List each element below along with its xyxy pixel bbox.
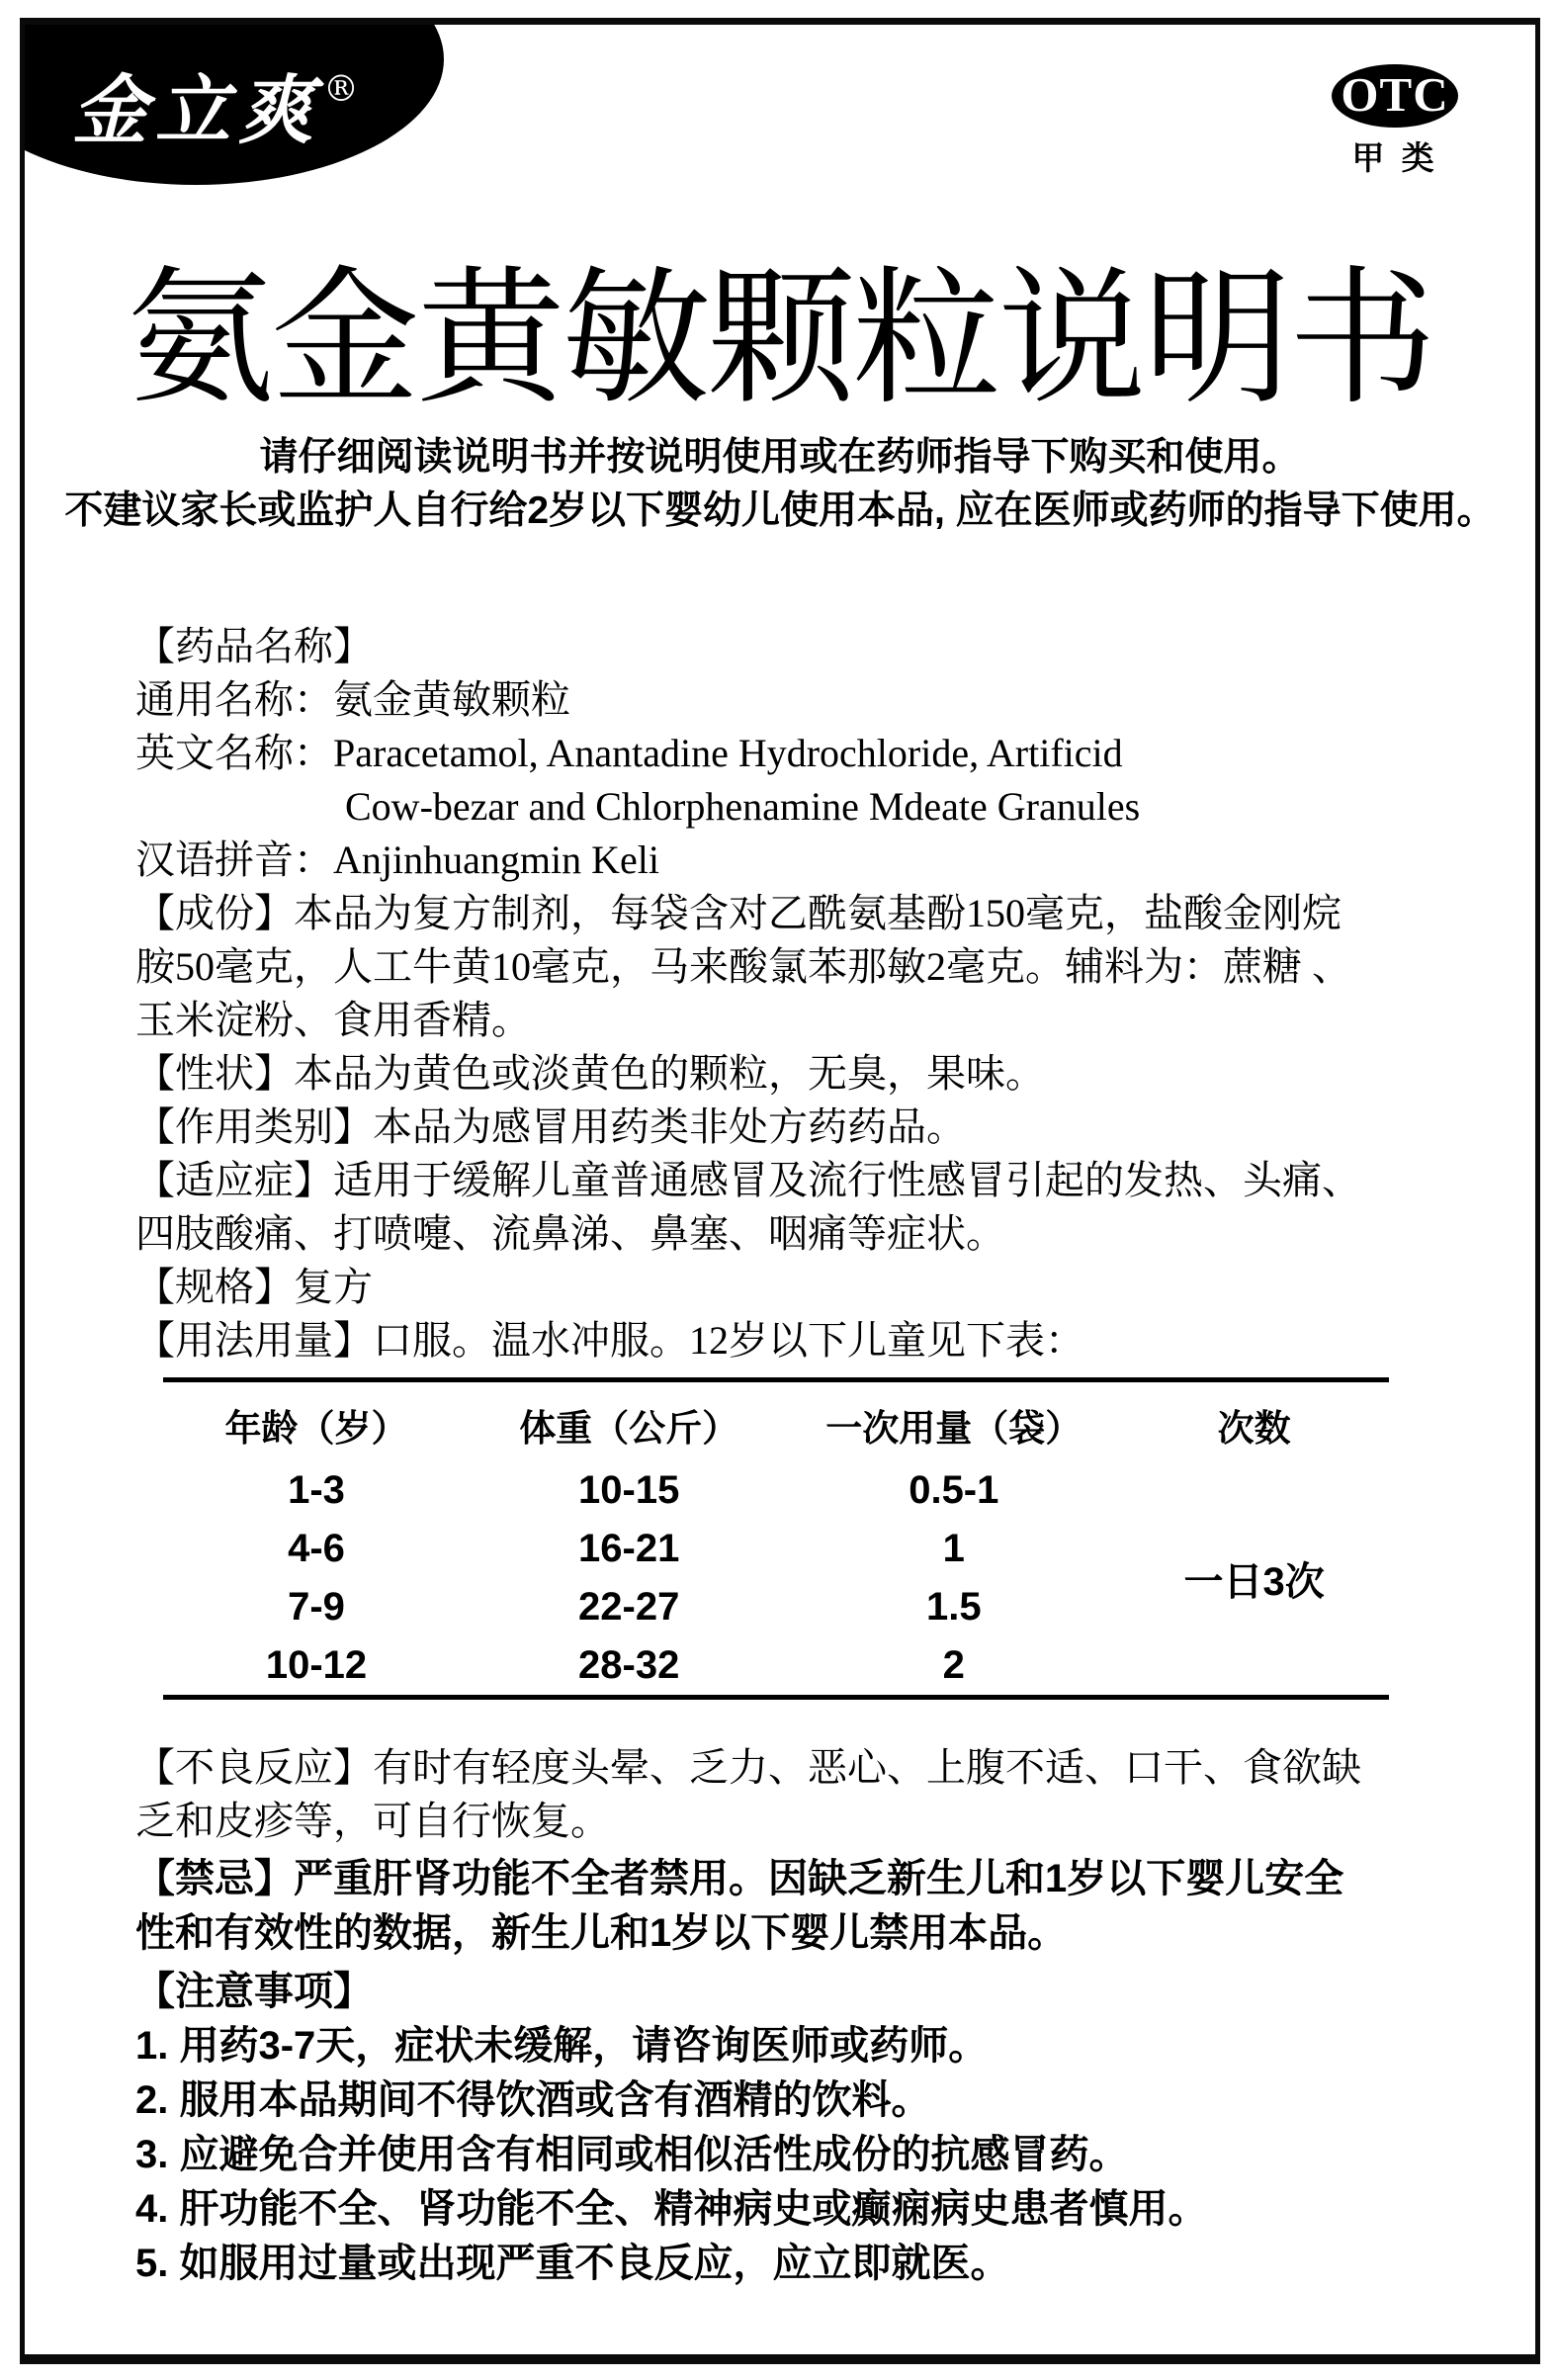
adverse-reactions-line-1: 【不良反应】有时有轻度头晕、乏力、恶心、上腹不适、口干、食欲缺 xyxy=(135,1745,1361,1790)
drug-name-heading: 【药品名称】 xyxy=(135,624,373,668)
action-category-line: 【作用类别】本品为感冒用药类非处方药药品。 xyxy=(135,1104,966,1149)
description-line: 【性状】本品为黄色或淡黄色的颗粒，无臭，果味。 xyxy=(135,1051,1045,1096)
precautions-heading: 【注意事项】 xyxy=(135,1970,373,2013)
cell-dose: 0.5-1 xyxy=(909,1468,999,1512)
registered-trademark-icon: ® xyxy=(323,69,359,110)
adverse-reactions-section xyxy=(135,1741,1448,1848)
pinyin-name-line: 汉语拼音：Anjinhuangmin Keli xyxy=(135,837,659,882)
dosage-table xyxy=(163,1377,1389,1700)
cell-weight: 10-15 xyxy=(578,1468,680,1512)
contraindications-section xyxy=(135,1852,1448,1961)
cell-dose: 1.5 xyxy=(925,1585,982,1629)
english-name-line-1: 英文名称：Paracetamol, Anantadine Hydrochloride, Artificid xyxy=(135,731,1123,775)
usage-notice-line-2: 不建议家长或监护人自行给2岁以下婴幼儿使用本品, 应在医师或药师的指导下使用。 xyxy=(64,489,1496,532)
precaution-item-3: 3. 应避免合并使用含有相同或相似活性成份的抗感冒药。 xyxy=(135,2133,1129,2176)
brand-logo-text: 金立爽 xyxy=(72,66,321,154)
precaution-item-4: 4. 肝功能不全、肾功能不全、精神病史或癫痫病史患者慎用。 xyxy=(135,2187,1208,2231)
col-header-dose: 一次用量（袋） xyxy=(825,1408,1082,1449)
cell-frequency: 一日3次 xyxy=(1183,1559,1325,1604)
cell-weight: 16-21 xyxy=(578,1527,680,1570)
generic-name-line: 通用名称：氨金黄敏颗粒 xyxy=(135,677,570,722)
indications-line-2: 四肢酸痛、打喷嚏、流鼻涕、鼻塞、咽痛等症状。 xyxy=(135,1211,1005,1256)
cell-weight: 28-32 xyxy=(578,1643,680,1687)
ingredients-line-3: 玉米淀粉、食用香精。 xyxy=(135,998,531,1042)
dosage-table-header-row xyxy=(163,1380,1389,1462)
contraindications-line-1: 【禁忌】严重肝肾功能不全者禁用。因缺乏新生儿和1岁以下婴儿安全 xyxy=(135,1857,1344,1900)
specification-line: 【规格】复方 xyxy=(135,1265,373,1309)
adverse-reactions-line-2: 乏和皮疹等，可自行恢复。 xyxy=(135,1799,610,1843)
table-row xyxy=(163,1461,1389,1520)
cell-weight: 22-27 xyxy=(578,1585,680,1629)
indications-line-1: 【适应症】适用于缓解儿童普通感冒及流行性感冒引起的发热、头痛、 xyxy=(135,1158,1361,1202)
insert-body xyxy=(135,620,1448,2291)
precaution-item-5: 5. 如服用过量或出现严重不良反应，应立即就医。 xyxy=(135,2242,1010,2285)
precaution-item-1: 1. 用药3-7天，症状未缓解，请咨询医师或药师。 xyxy=(135,2024,989,2068)
cell-dose: 1 xyxy=(942,1527,965,1570)
cell-age: 1-3 xyxy=(288,1468,345,1512)
precaution-item-2: 2. 服用本品期间不得饮酒或含有酒精的饮料。 xyxy=(135,2078,931,2122)
otc-label: OTC xyxy=(1332,64,1458,128)
dosage-intro-line: 【用法用量】口服。温水冲服。12岁以下儿童见下表： xyxy=(135,1318,1084,1363)
cell-dose: 2 xyxy=(942,1643,965,1687)
ingredients-line-2: 胺50毫克，人工牛黄10毫克，马来酸氯苯那敏2毫克。辅料为：蔗糖 、 xyxy=(135,944,1351,989)
cell-age: 10-12 xyxy=(265,1643,368,1687)
cell-age: 7-9 xyxy=(288,1585,345,1629)
brand-logo xyxy=(72,50,357,158)
cell-age: 4-6 xyxy=(288,1527,345,1570)
col-header-times: 次数 xyxy=(1217,1408,1291,1449)
ingredients-line-1: 【成份】本品为复方制剂，每袋含对乙酰氨基酚150毫克，盐酸金刚烷 xyxy=(135,891,1342,935)
precautions-section xyxy=(135,1965,1448,2291)
otc-badge xyxy=(1332,64,1458,179)
usage-notice-line-1: 请仔细阅读说明书并按说明使用或在药师指导下购买和使用。 xyxy=(259,436,1301,479)
contraindications-line-2: 性和有效性的数据，新生儿和1岁以下婴儿禁用本品。 xyxy=(135,1911,1068,1955)
page-border-frame xyxy=(20,18,1540,2364)
col-header-age: 年龄（岁） xyxy=(224,1408,408,1449)
drug-title: 氨金黄敏颗粒说明书 xyxy=(126,255,1434,421)
english-name-line-2: Cow-bezar and Chlorphenamine Mdeate Granules xyxy=(345,784,1141,829)
col-header-weight: 体重（公斤） xyxy=(519,1408,739,1449)
otc-category-label: 甲 类 xyxy=(1351,139,1438,176)
